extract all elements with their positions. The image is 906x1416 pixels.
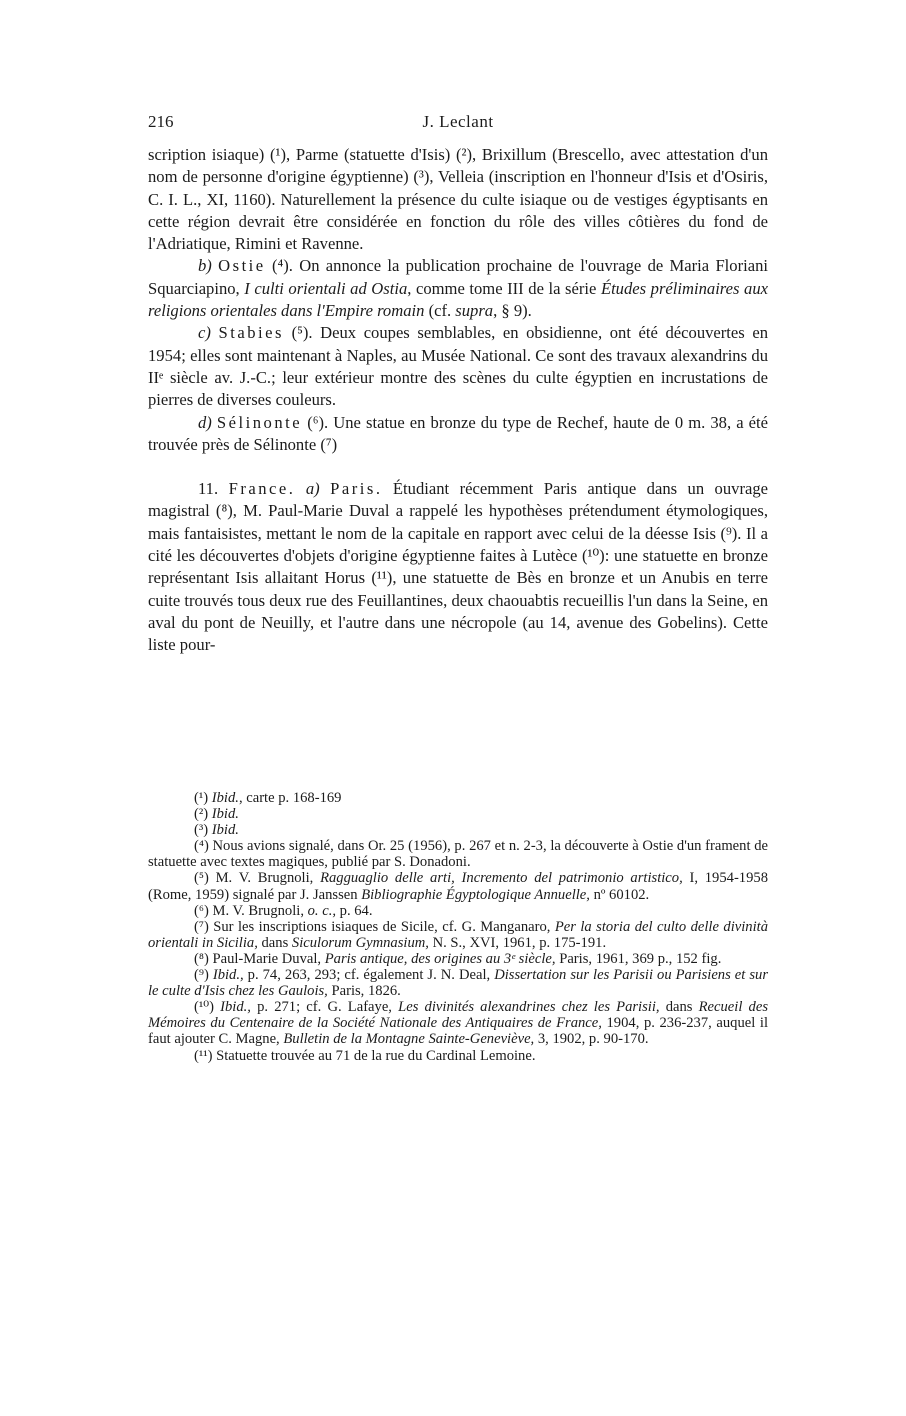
footnote: [148, 822, 768, 838]
text-run: M. V. Brugnoli,: [212, 902, 308, 919]
footnote-mark: (⁴): [194, 838, 209, 855]
series-title: Études préliminaires aux religions orientales dans l'Empire romain: [148, 278, 768, 321]
footnote: [148, 1048, 768, 1064]
text-italic: Ibid.,: [220, 999, 251, 1016]
paragraph-selinonte: [148, 412, 768, 457]
text-run: (⁶). Une statue en bronze du type de Rechef, haute de 0 m. 38, a été trouvée près de Sélinonte (⁷): [148, 412, 768, 454]
running-title: J. Leclant: [422, 112, 494, 131]
footnote: [148, 790, 768, 806]
text-italic: Ibid.: [211, 806, 239, 823]
text-run: 3, 1902, p. 90-170.: [534, 1031, 649, 1048]
text-run: p. 74, 263, 293; cf. également J. N. Deal,: [243, 967, 495, 984]
page-number: 216: [148, 112, 174, 131]
text-italic: Bibliographie Égyptologique Annuelle,: [361, 886, 590, 903]
text-run: , carte p. 168-169: [238, 790, 342, 806]
text-italic: Recueil des Mémoires du Centenaire de la Société Nationale des Antiquaires de France,: [148, 999, 769, 1032]
text-run: (⁴). On annonce la publication prochaine de l'ouvrage de Maria Floriani Squarciapino,: [148, 256, 768, 298]
item-label: c): [198, 323, 211, 343]
footnote-mark: (⁶): [194, 902, 209, 919]
body-text: [148, 144, 768, 657]
text-italic: Paris antique, des origines au 3ᵉ siècle,: [324, 950, 556, 967]
text-run: (cf.: [424, 301, 456, 321]
paragraph-france: [148, 478, 768, 656]
item-label: a): [305, 479, 320, 499]
footnote: [148, 999, 768, 1047]
text-run: M. V. Brugnoli,: [215, 870, 321, 887]
text-run: dans: [257, 934, 292, 951]
footnote: [148, 967, 768, 999]
footnote: [148, 951, 768, 967]
footnote-mark: (¹¹): [194, 1047, 213, 1064]
footnote: [148, 870, 768, 902]
footnote: [148, 919, 768, 951]
place-name: Sélinonte: [216, 412, 303, 432]
place-name: Ostie: [218, 256, 266, 276]
footnote-mark: (¹): [194, 790, 209, 806]
paragraph-continuation: scription isiaque) (¹), Parme (statuette d'Isis) (²), Brixillum (Brescello, avec attestation d'un nom de personne d'origine égyptienne) (³), Velleia (inscription en l'honneur d'Isis et d'Osiris, C. I. L., XI, 1160). Naturellement la présence du culte isiaque ou de vestiges égyptisants en cette région devrait être considérée en fonction du rôle des villes côtières du fond de l'Adriatique, Rimini et Ravenne.: [148, 145, 768, 254]
text-run: p. 64.: [336, 902, 373, 919]
text-italic: Ragguaglio delle arti, Incremento del patrimonio artistico,: [320, 870, 683, 887]
text-italic: o. c.,: [307, 902, 336, 919]
text-run: Étudiant récemment Paris antique dans un ouvrage magistral (⁸), M. Paul-Marie Duval a rappelé les hypothèses prétendument étymologiques, mais fantaisistes, mettant le nom de la capitale en rapport avec celui de la déesse Isis (⁹). Il a cité les découvertes d'objets d'origine égyptienne faites à Lutèce (¹⁰): une statuette en bronze représentant Isis allaitant Horus (¹¹), une statuette de Bès en bronze et un Anubis en terre cuite trouvés tous deux rue des Feuillantines, deux chaouabtis recueillis l'un dans la Seine, en aval du pont de Neuilly, et l'autre dans une nécropole (au 14, avenue des Gobelins). Cette liste pour-: [148, 479, 768, 655]
paragraph-stabies: [148, 322, 768, 411]
text-run: p. 271; cf. G. Lafaye,: [250, 999, 399, 1016]
text-italic: Siculorum Gymnasium,: [291, 934, 429, 951]
place-name: Paris.: [330, 479, 383, 499]
text-run: Paris, 1961, 369 p., 152 fig.: [555, 950, 722, 967]
footnote-mark: (³): [194, 822, 209, 839]
text-italic: Ibid.: [211, 822, 239, 839]
footnotes: [148, 790, 768, 1064]
item-label: b): [198, 256, 212, 276]
footnote-mark: (²): [194, 806, 209, 823]
text-run: dans: [659, 999, 699, 1016]
paragraph-ostie: [148, 255, 768, 322]
footnote-mark: (¹⁰): [194, 999, 214, 1016]
text-run: N. S., XVI, 1961, p. 175-191.: [428, 934, 607, 951]
text-italic: Bulletin de la Montagne Sainte-Geneviève,: [283, 1031, 535, 1048]
footnote-mark: (⁷): [194, 918, 209, 935]
text-italic: Dissertation sur les Parisii ou Parisiens et sur le culte d'Isis chez les Gaulois,: [148, 967, 768, 1000]
text-run: (⁵). Deux coupes semblables, en obsidienne, ont été découvertes en 1954; elles sont maintenant à Naples, au Musée National. Ce sont des travaux alexandrins du IIᵉ siècle av. J.-C.; leur extérieur montre des scènes du culte égyptien en incrustations de pierres de diverses couleurs.: [148, 323, 769, 410]
item-label: d): [198, 412, 212, 432]
footnote-mark: (⁸): [194, 950, 209, 967]
text-italic: Les divinités alexandrines chez les Parisii,: [398, 999, 660, 1016]
text-italic: supra: [455, 301, 494, 321]
text-run: Nous avions signalé, dans Or. 25 (1956), p. 267 et n. 2-3, la découverte à Ostie d'un frament de statuette avec textes magiques, publié par S. Donadoni.: [148, 838, 768, 871]
section-number: 11.: [198, 479, 219, 499]
text-run: , § 9).: [493, 301, 532, 321]
text-run: Statuette trouvée au 71 de la rue du Cardinal Lemoine.: [216, 1047, 536, 1064]
footnote: [148, 806, 768, 822]
footnote: [148, 903, 768, 919]
footnote-mark: (⁹): [194, 967, 209, 984]
text-run: nº 60102.: [589, 886, 650, 903]
text-italic: Ibid.: [211, 790, 239, 806]
book-title: I culti orientali ad Ostia: [244, 278, 408, 298]
country-name: France.: [228, 479, 296, 499]
text-italic: Per la storia del culto delle divinità orientali in Sicilia,: [148, 918, 768, 951]
footnote-mark: (⁵): [194, 870, 209, 887]
text-italic: Ibid.,: [212, 967, 244, 984]
page-header: [148, 112, 768, 138]
text-run: Paul-Marie Duval,: [212, 950, 325, 967]
place-name: Stabies: [218, 323, 284, 343]
footnote: [148, 838, 768, 870]
text-run: , comme tome III de la série: [407, 278, 601, 298]
text-run: Paris, 1826.: [327, 983, 401, 1000]
text-run: 1904, p. 236-237, auquel il faut ajouter C. Magne,: [148, 1015, 769, 1048]
text-run: I, 1954-1958 (Rome, 1959) signalé par J. Janssen: [148, 870, 768, 903]
text-run: Sur les inscriptions isiaques de Sicile, cf. G. Manganaro,: [213, 918, 555, 935]
